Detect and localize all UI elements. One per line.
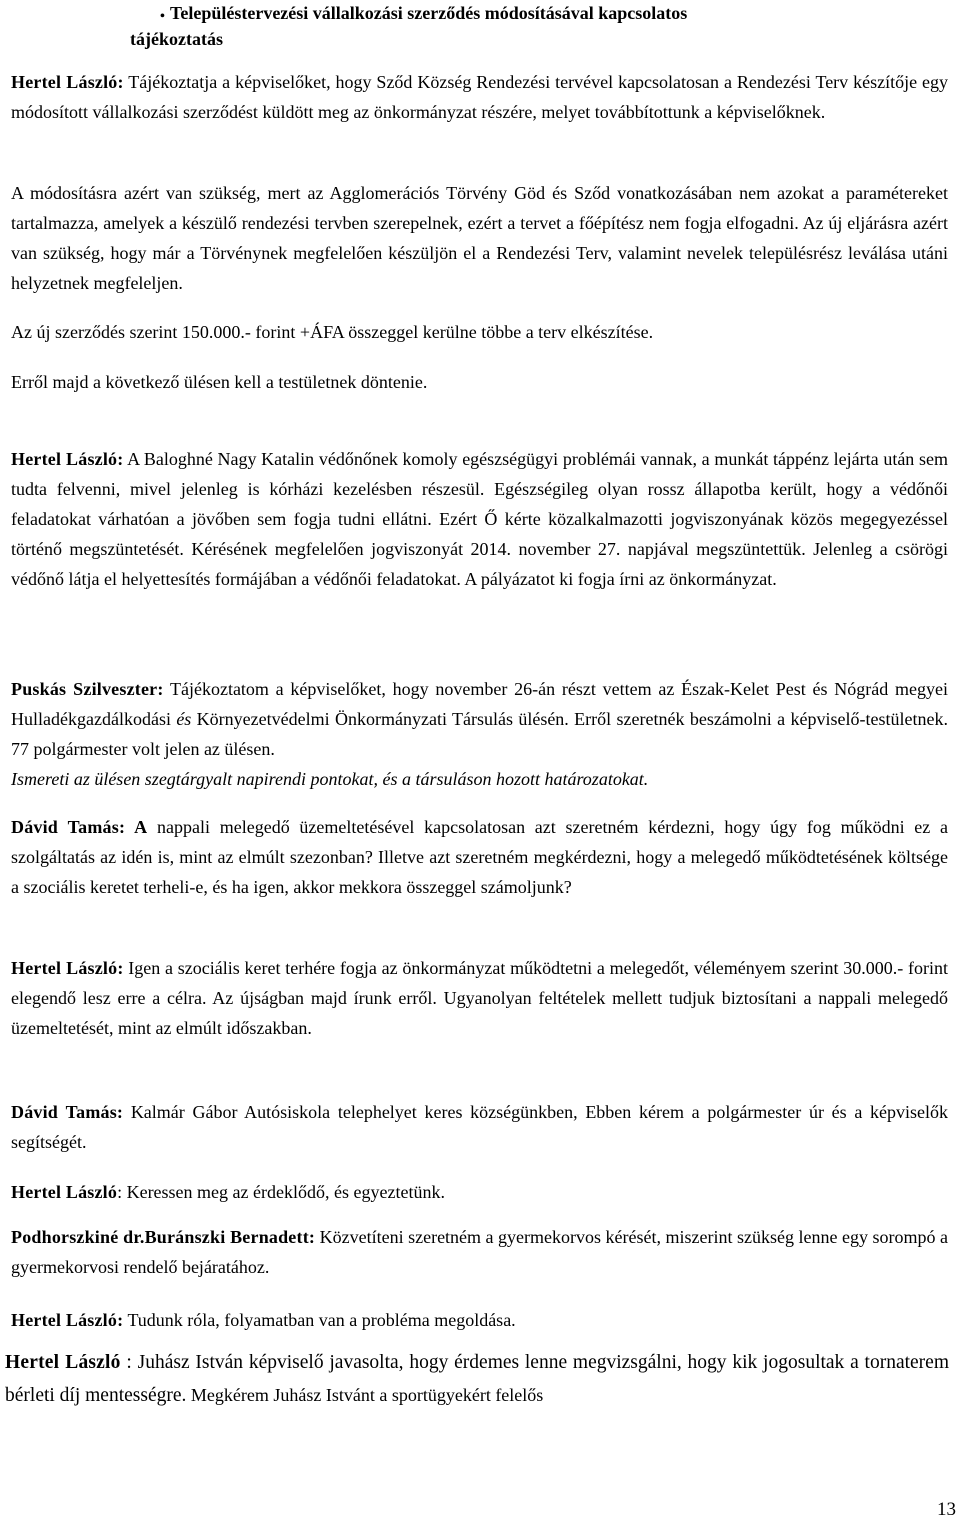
speaker-name: Puskás Szilveszter: [11, 679, 164, 699]
paragraph-11 [11, 1222, 948, 1282]
bullet-icon: • [160, 9, 165, 24]
paragraph-text: Igen a szociális keret terhére fogja az önkormányzat működtetni a melegedőt, véleményem szerint 30.000.- forint elegendő lesz erre a célra. Az újságban majd írunk erről. Ugyanolyan feltételek mellett tudjuk biztosítani a nappali melegedő üzemeltetését, mint az elmúlt időszakban. [11, 958, 948, 1038]
paragraph-13 [5, 1347, 949, 1412]
speaker-name: Hertel László: [11, 449, 124, 469]
speaker-name: Hertel László: [11, 1310, 124, 1330]
heading-line-1: Településtervezési vállalkozási szerződés módosításával kapcsolatos [170, 3, 688, 23]
paragraph-3 [11, 317, 948, 347]
paragraph-text: Környezetvédelmi Önkormányzati Társulás ülésén. Erről szeretnék beszámolni a képviselő-testületnek. 77 polgármester volt jelen az ülésen. [11, 709, 948, 759]
paragraph-1 [11, 67, 948, 127]
paragraph-text: A Baloghné Nagy Katalin védőnőnek komoly egészségügyi problémái vannak, a munkát táppénz lejárta után sem tudta felvenni, mivel jelenleg is kórházi kezelésben részesül. Egészségileg olyan rossz állapotba került, hogy a védőnői feladatokat várhatóan a jövőben sem fogja tudni ellátni. Ezért Ő kérte közalkalmazotti jogviszonyának közös megegyezéssel történő megszüntetését. Kérésének megfelelően jogviszonyát 2014. november 27. napjával megszüntettük. Jelenleg a csörögi védőnő látja el helyettesítés formájában a védőnői feladatokat. A pályázatot ki fogja írni az önkormányzat. [11, 449, 948, 589]
paragraph-text: : Juhász István képviselő javasolta, hogy érdemes lenne megvizsgálni, hogy kik jogosultak a tornaterem bérleti díj mentességre. [5, 1352, 950, 1406]
italic-word: és [176, 709, 192, 729]
italic-line: Ismereti az ülésen szegtárgyalt napirendi pontokat, és a társuláson hozott határozatokat. [11, 769, 649, 789]
section-heading [30, 0, 910, 52]
paragraph-text: Tájékoztatja a képviselőket, hogy Sződ Község Rendezési tervével kapcsolatosan a Rendezési Terv készítője egy módosított vállalkozási szerződést küldött meg az önkormányzat részére, melyet továbbítottunk a képviselőknek. [11, 72, 948, 122]
paragraph-text: Közvetíteni szeretném a gyermekorvos kérését, miszerint szükség lenne egy sorompó a gyermekorvosi rendelő bejáratához. [11, 1227, 948, 1277]
paragraph-6 [11, 674, 948, 794]
paragraph-7 [11, 812, 948, 902]
speaker-name: Hertel László: [11, 958, 124, 978]
paragraph-text: Kalmár Gábor Autósiskola telephelyet keres községünkben, Ebben kérem a polgármester úr és a képviselők segítségét. [11, 1102, 948, 1152]
page-number: 13 [937, 1499, 956, 1520]
speaker-name: Dávid Tamás: [11, 1102, 124, 1122]
paragraph-text: Tájékoztatom a képviselőket, hogy november 26-án részt vettem az Észak-Kelet Pest és Nógrád megyei Hulladékgazdálkodási [11, 679, 949, 729]
paragraph-text: Az új szerződés szerint 150.000.- forint +ÁFA összeggel kerülne többe a terv elkészítése. [11, 322, 654, 342]
paragraph-text: Erről majd a következő ülésen kell a testületnek döntenie. [11, 372, 428, 392]
paragraph-text: A módosításra azért van szükség, mert az Agglomerációs Törvény Göd és Sződ vonatkozásában nem azokat a paramétereket tartalmazza, amelyek a készülő rendezési tervben szerepelnek, ezért a tervet a főépítész nem fogja elfogadni. Az új eljárásra azért van szükség, hogy már a Törvénynek megfelelően készüljön el a Rendezési Terv, valamint nevelek településrész leválása utáni helyzetnek megfeleljen. [11, 183, 948, 293]
paragraph-8 [11, 953, 948, 1043]
paragraph-text: Megkérem Juhász Istvánt a sportügyekért felelős [186, 1385, 544, 1405]
paragraph-5 [11, 444, 948, 594]
speaker-name: Hertel László [5, 1352, 121, 1373]
paragraph-4 [11, 367, 948, 397]
paragraph-text: Tudunk róla, folyamatban van a probléma megoldása. [123, 1310, 516, 1330]
heading-line-2: tájékoztatás [130, 29, 223, 49]
paragraph-12 [11, 1305, 948, 1335]
paragraph-10 [11, 1177, 948, 1207]
paragraph-text: nappali melegedő üzemeltetésével kapcsolatosan azt szeretném kérdezni, hogy úgy fog működni ez a szolgáltatás az idén is, mint az elmúlt szezonban? Illetve azt szeretném megkérdezni, hogy a melegedő működtetésének költsége a szociális keretet terheli-e, és ha igen, akkor mekkora összeggel számoljunk? [11, 817, 948, 897]
speaker-name: Hertel László [11, 1182, 118, 1202]
paragraph-2 [11, 178, 948, 298]
speaker-name: Podhorszkiné dr.Buránszki Bernadett: [11, 1227, 316, 1247]
paragraph-9 [11, 1097, 948, 1157]
paragraph-text: : Keressen meg az érdeklődő, és egyeztetünk. [117, 1182, 445, 1202]
speaker-name: Dávid Tamás: A [11, 817, 148, 837]
speaker-name: Hertel László: [11, 72, 124, 92]
